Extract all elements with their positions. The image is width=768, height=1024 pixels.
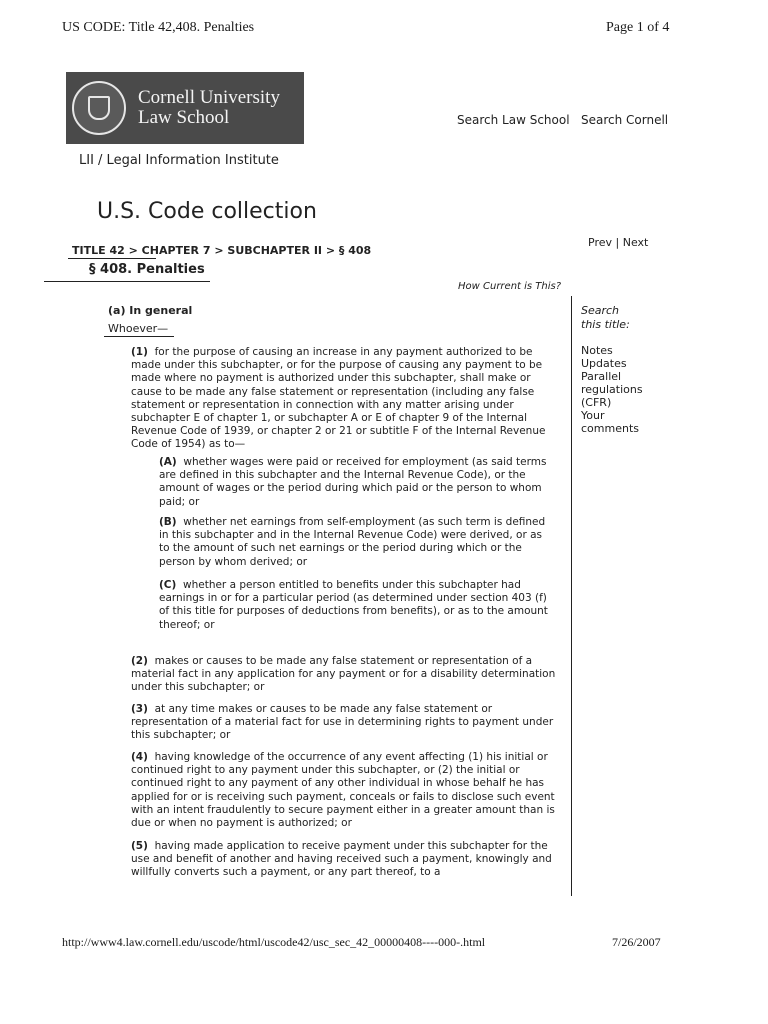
paragraph-label: (1) xyxy=(131,346,148,358)
paragraph-label: (C) xyxy=(159,579,177,591)
nav-separator: | xyxy=(615,236,620,249)
paragraph-text: makes or causes to be made any false statement or representation of a material fact in any application for any payment or for a disability determination under this subchapter; or xyxy=(131,655,556,694)
search-law-school-link[interactable]: Search Law School xyxy=(457,113,570,127)
paragraph-text: whether wages were paid or received for employment (as said terms are defined in this subchapter and the Internal Revenue Code), or the amount of wages or the period during which paid or the person to whom paid; or xyxy=(159,456,547,508)
sidebar-search-line-2: this title: xyxy=(581,318,630,331)
breadcrumb xyxy=(72,244,371,257)
print-footer-url: http://www4.law.cornell.edu/uscode/html/uscode42/usc_sec_42_00000408----000-.html xyxy=(62,935,486,949)
sidebar-link-notes[interactable]: Notes xyxy=(581,344,613,357)
print-header-page-number: Page 1 of 4 xyxy=(606,20,670,35)
paragraph-2 xyxy=(131,655,559,695)
paragraph-1 xyxy=(131,346,559,452)
section-title-underline xyxy=(44,281,210,282)
prev-next-nav xyxy=(588,236,648,249)
paragraph-text: having made application to receive payment under this subchapter for the use and benefit of another and having received such a payment, knowingly and willfully converts such a payment, or any part thereof, to a xyxy=(131,840,552,879)
paragraph-3 xyxy=(131,703,559,743)
paragraph-text: having knowledge of the occurrence of any event affecting (1) his initial or continued right to any payment under this subchapter, or (2) the initial or continued right to any payment of any other individual in whose behalf he has applied for or is receiving such payment, conceals or fails to disclose such event with an intent fraudulently to secure payment either in a greater amount than is due or when no payment is authorized; or xyxy=(131,751,555,830)
sidebar-link-parallel[interactable]: Parallel xyxy=(581,370,622,383)
logo-text xyxy=(138,88,280,128)
collection-title: U.S. Code collection xyxy=(97,199,317,224)
prev-link[interactable]: Prev xyxy=(588,236,612,249)
paragraph-label: (4) xyxy=(131,751,148,763)
whoever-text: Whoever— xyxy=(108,322,169,335)
breadcrumb-separator: > xyxy=(128,244,138,257)
sidebar-search-label[interactable] xyxy=(581,304,630,332)
sidebar-link-cfr[interactable]: (CFR) xyxy=(581,396,612,409)
cornell-law-logo[interactable] xyxy=(66,72,304,144)
breadcrumb-title[interactable]: TITLE 42 xyxy=(72,244,125,257)
print-footer-date: 7/26/2007 xyxy=(612,935,661,949)
paragraph-label: (B) xyxy=(159,516,177,528)
breadcrumb-underline xyxy=(68,258,156,259)
sidebar-link-your[interactable]: Your xyxy=(581,409,605,422)
paragraph-1b xyxy=(159,516,549,569)
paragraph-1c xyxy=(159,579,549,632)
sidebar-link-regulations[interactable]: regulations xyxy=(581,383,643,396)
paragraph-4 xyxy=(131,751,559,830)
print-header-title: US CODE: Title 42,408. Penalties xyxy=(62,20,255,35)
breadcrumb-separator: > xyxy=(214,244,224,257)
how-current-link[interactable]: How Current is This? xyxy=(458,281,562,292)
paragraph-label: (3) xyxy=(131,703,148,715)
paragraph-text: for the purpose of causing an increase in any payment authorized to be made under this subchapter, or for the purpose of causing any payment to be made where no payment is authorized under this subchapter, shall make or cause to be made any false statement or representation (including any false statement or representation in connection with any matter arising under subchapter E of chapter 1, or subchapter A or E of chapter 9 of the Internal Revenue Code of 1939, or chapter 2 or 21 or subtitle F of the Internal Revenue Code of 1954) as to— xyxy=(131,346,546,451)
sidebar-links xyxy=(581,344,643,435)
subsection-heading: (a) In general xyxy=(108,304,193,317)
search-cornell-link[interactable]: Search Cornell xyxy=(581,113,669,127)
paragraph-text: whether a person entitled to benefits under this subchapter had earnings in or for a particular period (as determined under section 403 (f) of this title for purposes of deductions from benefits), or as to the amount thereof; or xyxy=(159,579,548,631)
paragraph-label: (2) xyxy=(131,655,148,667)
breadcrumb-section: § 408 xyxy=(338,244,372,257)
sidebar-link-comments[interactable]: comments xyxy=(581,422,639,435)
paragraph-5 xyxy=(131,840,559,880)
lii-label[interactable]: LII / Legal Information Institute xyxy=(79,153,279,168)
sidebar-divider xyxy=(571,296,572,896)
breadcrumb-chapter[interactable]: CHAPTER 7 xyxy=(141,244,211,257)
breadcrumb-subchapter[interactable]: SUBCHAPTER II xyxy=(227,244,323,257)
university-seal-icon xyxy=(72,81,126,135)
sidebar-search-line-1: Search xyxy=(581,304,620,317)
whoever-underline xyxy=(104,336,174,337)
sidebar-link-updates[interactable]: Updates xyxy=(581,357,627,370)
paragraph-text: at any time makes or causes to be made any false statement or representation of a material fact for use in determining rights to payment under this subchapter; or xyxy=(131,703,554,742)
section-title: § 408. Penalties xyxy=(89,262,205,277)
paragraph-text: whether net earnings from self-employment (as such term is defined in this subchapter and in the Internal Revenue Code) were derived, or as to the amount of such net earnings or the period during which or the person by whom derived; or xyxy=(159,516,546,568)
logo-line-1: Cornell University xyxy=(138,87,280,108)
logo-line-2: Law School xyxy=(138,107,230,128)
paragraph-label: (5) xyxy=(131,840,148,852)
next-link[interactable]: Next xyxy=(622,236,649,249)
breadcrumb-separator: > xyxy=(325,244,336,257)
paragraph-1a xyxy=(159,456,549,509)
paragraph-label: (A) xyxy=(159,456,177,468)
